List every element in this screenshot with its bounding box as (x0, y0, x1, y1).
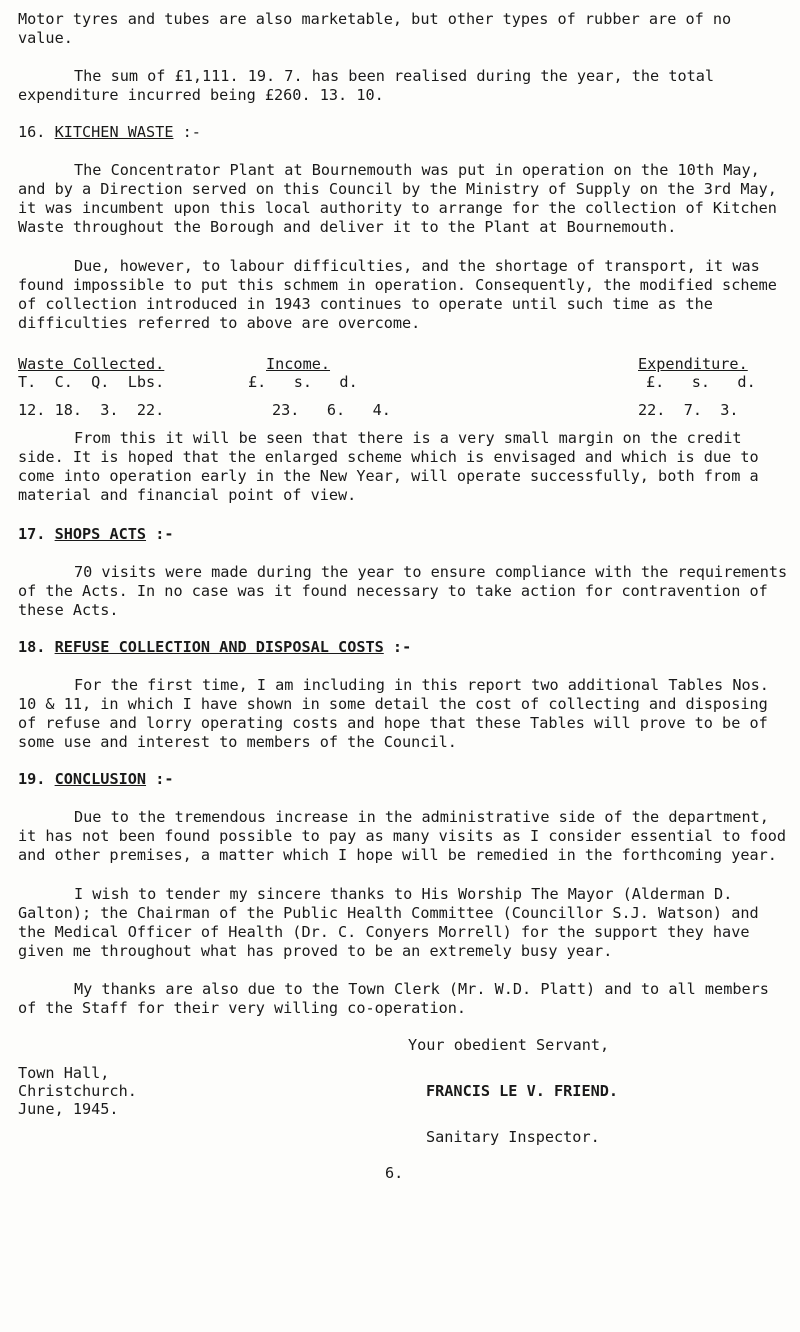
section-18-heading: 18. REFUSE COLLECTION AND DISPOSAL COSTS :- (18, 638, 412, 656)
expenditure-value: 22. 7. 3. (638, 401, 739, 419)
address-line-2: Christchurch. (18, 1082, 137, 1100)
section-19-heading: 19. CONCLUSION :- (18, 770, 174, 788)
sum-paragraph: The sum of £1,111. 19. 7. has been realised during the year, the total expenditure incurred being £260. 13. 10. (18, 67, 724, 104)
signature-block (18, 1036, 788, 1176)
income-header: Income. (266, 355, 331, 373)
section-16-paragraph-2: Due, however, to labour difficulties, and the shortage of transport, it was found impossible to put this schmem in operation. Consequently, the modified scheme of collection introduced in 1943 continues to operate until such time as the difficulties referred to above are overcome. (18, 257, 787, 332)
income-value: 23. 6. 4. (272, 401, 391, 419)
closing: Your obedient Servant, (408, 1036, 610, 1054)
section-16-paragraph-1: The Concentrator Plant at Bournemouth was put in operation on the 10th May, and by a Direction served on this Council by the Ministry of Supply on the 3rd May, it was incumbent upon this local authority to arrange for the collection of Kitchen Waste throughout the Borough and deliver it to the Plant at Bournemouth. (18, 161, 787, 236)
section-16-paragraph-3: From this it will be seen that there is a very small margin on the credit side. It is hoped that the enlarged scheme which is envisaged and which is due to come into operation early in the New Year, will operate successfully, both from a material and financial point of view. (18, 429, 768, 504)
expenditure-units-header: £. s. d. (646, 373, 756, 391)
section-19-paragraph-3: My thanks are also due to the Town Clerk (Mr. W.D. Platt) and to all members of the Staff for their very willing co-operation. (18, 980, 779, 1017)
address-line-1: Town Hall, (18, 1064, 110, 1082)
section-title: REFUSE COLLECTION AND DISPOSAL COSTS (54, 638, 384, 656)
income-units-header: £. s. d. (248, 373, 358, 391)
section-title: SHOPS ACTS (54, 525, 147, 543)
section-title: CONCLUSION (54, 770, 147, 788)
section-number: 17. (18, 525, 46, 543)
section-number: 18. (18, 638, 46, 656)
signatory-name: FRANCIS LE V. FRIEND. (426, 1082, 619, 1100)
section-number: 19. (18, 770, 46, 788)
section-16-heading: 16. KITCHEN WASTE :- (18, 123, 201, 141)
section-18-paragraph-1: For the first time, I am including in this report two additional Tables Nos. 10 & 11, in which I have shown in some detail the cost of collecting and disposing of refuse and lorry operating costs and hope that these Tables will prove to be of some use and interest to members of the Council. (18, 676, 779, 751)
intro-paragraph: Motor tyres and tubes are also marketable, but other types of rubber are of no value. (18, 10, 741, 47)
section-17-paragraph-1: 70 visits were made during the year to ensure compliance with the requirements of the Acts. In no case was it found necessary to take action for contravention of these Acts. (18, 563, 797, 619)
waste-collected-header: Waste Collected. (18, 355, 165, 373)
section-17-heading: 17. SHOPS ACTS :- (18, 525, 174, 543)
section-number: 16. (18, 123, 46, 141)
signatory-title: Sanitary Inspector. (426, 1128, 600, 1146)
section-19-paragraph-1: Due to the tremendous increase in the administrative side of the department, it has not been found possible to pay as many visits as I consider essential to food and other premises, a matter which I hope will be remedied in the forthcoming year. (18, 808, 796, 864)
expenditure-header: Expenditure. (638, 355, 748, 373)
waste-units-header: T. C. Q. Lbs. (18, 373, 165, 391)
section-title: KITCHEN WASTE (54, 123, 174, 141)
waste-value: 12. 18. 3. 22. (18, 401, 165, 419)
page-number: 6. (385, 1164, 404, 1182)
section-19-paragraph-2: I wish to tender my sincere thanks to His Worship The Mayor (Alderman D. Galton); the Chairman of the Public Health Committee (Councillor S.J. Watson) and the Medical Officer of Health (Dr. C. Conyers Morrell) for the support they have given me throughout what has proved to be an extremely busy year. (18, 885, 768, 960)
date: June, 1945. (18, 1100, 119, 1118)
waste-table (18, 355, 788, 419)
